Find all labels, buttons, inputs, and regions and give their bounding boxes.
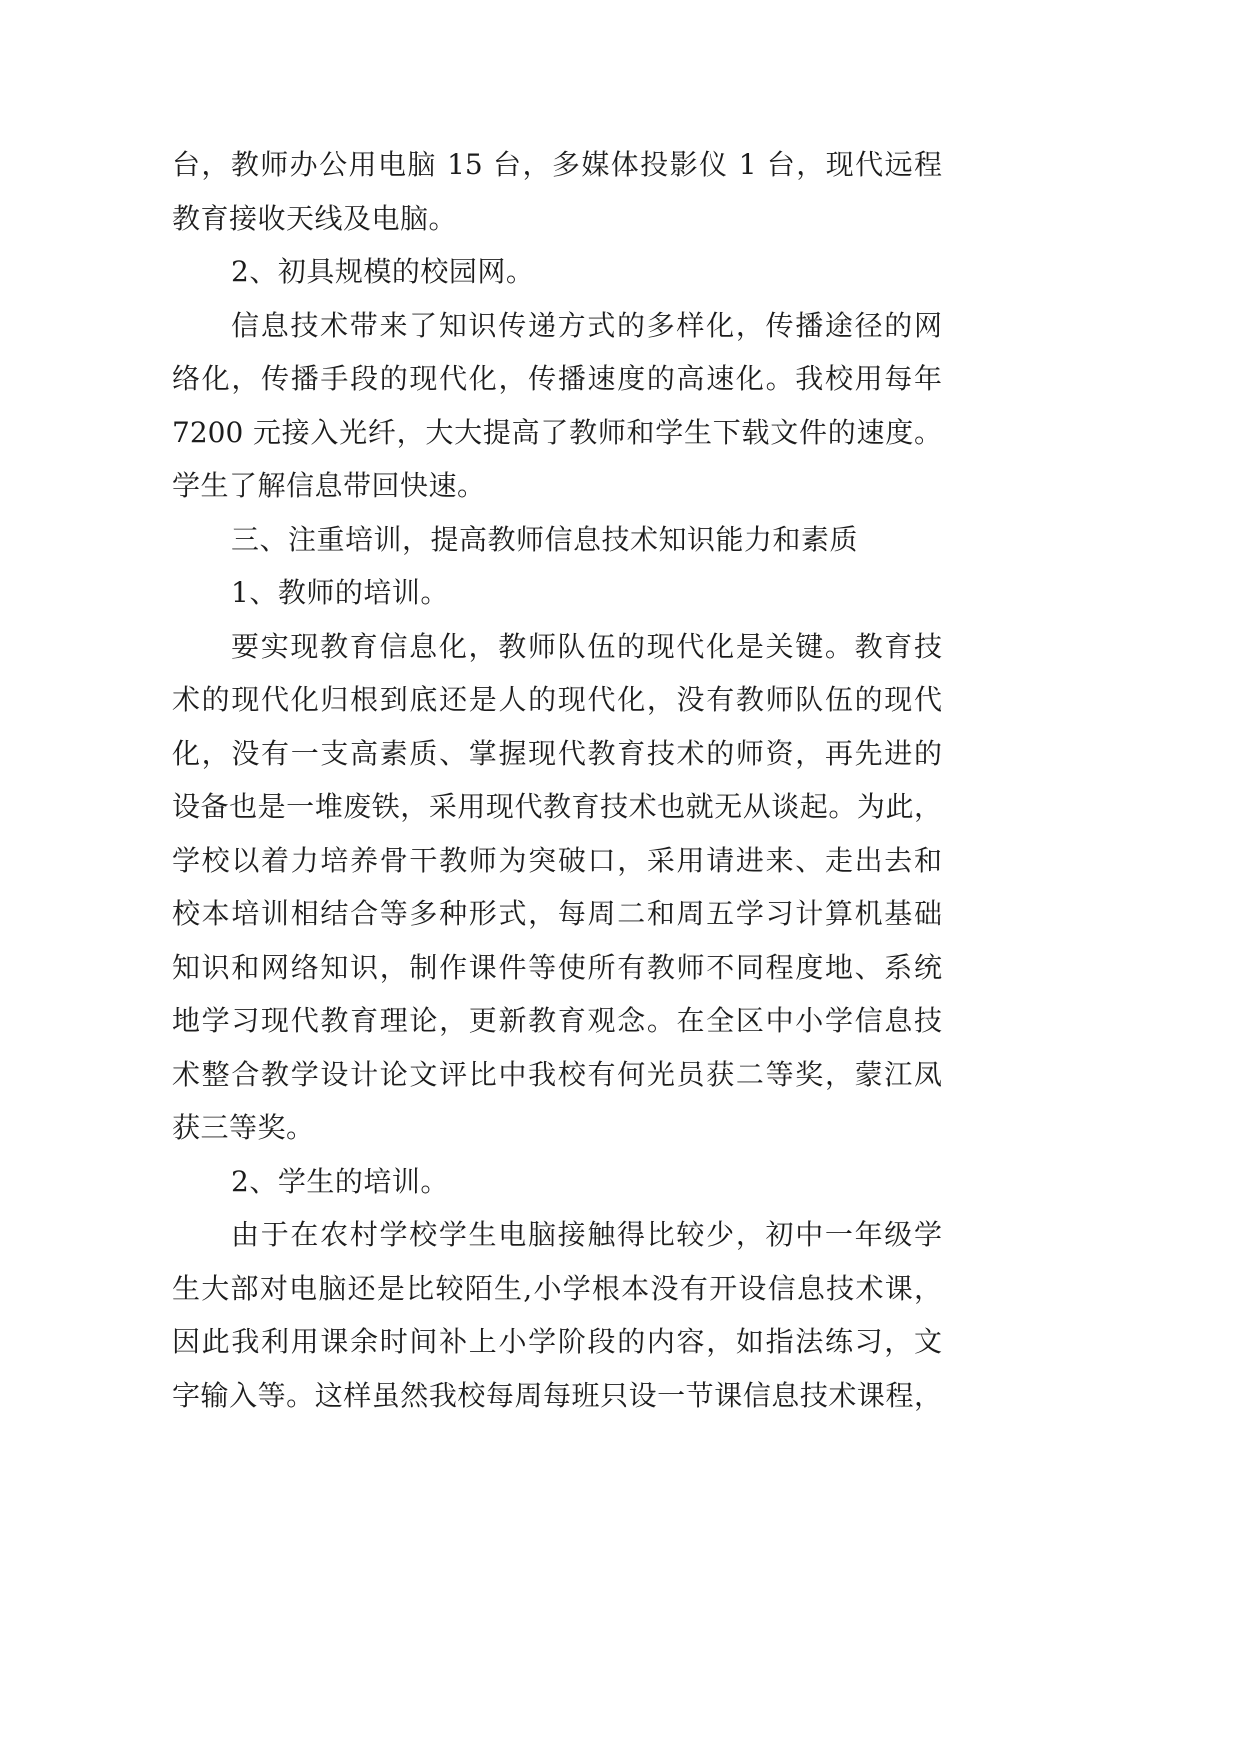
text-line: 化，没有一支高素质、掌握现代教育技术的师资，再先进的	[172, 736, 942, 770]
text-line: 教育接收天线及电脑。	[172, 201, 458, 235]
text-line: 知识和网络知识，制作课件等使所有教师不同程度地、系统	[172, 950, 942, 984]
text-line: 信息技术带来了知识传递方式的多样化，传播途径的网	[231, 308, 942, 342]
subsection-heading	[172, 1155, 942, 1209]
subsection-heading-text: 2、学生的培训。	[231, 1164, 449, 1198]
text-line: 7200 元接入光纤，大大提高了教师和学生下载文件的速度。	[172, 415, 942, 449]
paragraph	[172, 299, 942, 513]
text-line: 地学习现代教育理论，更新教育观念。在全区中小学信息技	[172, 1004, 942, 1037]
paragraph	[172, 1208, 942, 1422]
subsection-heading	[172, 566, 942, 620]
paragraph	[172, 620, 942, 1155]
subsection-heading-text: 2、初具规模的校园网。	[231, 255, 535, 288]
text-line: 术整合教学设计论文评比中我校有何光员获二等奖，蒙江凤	[172, 1057, 942, 1091]
text-line: 台，教师办公用电脑 15 台，多媒体投影仪 1 台，现代远程	[172, 148, 942, 181]
text-line: 获三等奖。	[172, 1111, 315, 1144]
text-line: 设备也是一堆废铁，采用现代教育技术也就无从谈起。为此，	[172, 790, 942, 823]
text-line: 要实现教育信息化，教师队伍的现代化是关键。教育技	[231, 629, 942, 663]
text-line: 术的现代化归根到底还是人的现代化，没有教师队伍的现代	[172, 683, 942, 716]
text-line: 字输入等。这样虽然我校每周每班只设一节课信息技术课程，	[172, 1378, 942, 1412]
text-line: 学生了解信息带回快速。	[172, 469, 486, 502]
text-line: 络化，传播手段的现代化，传播速度的高速化。我校用每年	[172, 362, 942, 395]
text-line: 学校以着力培养骨干教师为突破口，采用请进来、走出去和	[172, 843, 942, 877]
text-line: 生大部对电脑还是比较陌生,小学根本没有开设信息技术课，	[172, 1271, 942, 1305]
section-heading	[172, 513, 942, 567]
subsection-heading-text: 1、教师的培训。	[231, 576, 449, 609]
text-line: 校本培训相结合等多种形式，每周二和周五学习计算机基础	[172, 897, 942, 930]
paragraph	[172, 138, 942, 245]
section-heading-text: 三、注重培训，提高教师信息技术知识能力和素质	[231, 522, 859, 556]
text-line: 因此我利用课余时间补上小学阶段的内容，如指法练习，文	[172, 1325, 942, 1358]
subsection-heading	[172, 245, 942, 299]
text-line: 由于在农村学校学生电脑接触得比较少，初中一年级学	[231, 1218, 942, 1251]
document-body	[172, 138, 942, 1422]
